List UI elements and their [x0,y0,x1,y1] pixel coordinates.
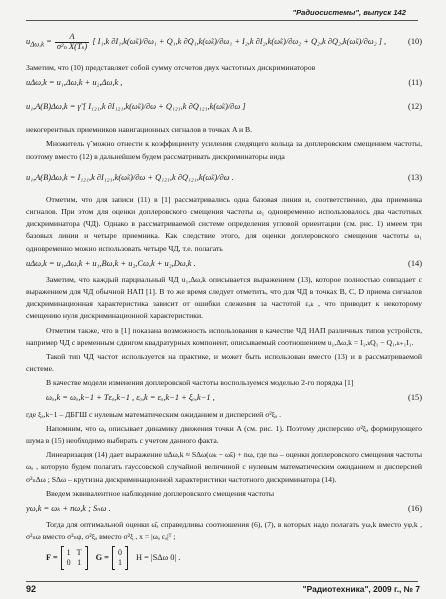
paragraph-12: Введем эквивалентное наблюдение доплеровского смещения частоты [46,488,274,498]
paragraph-1: Заметим, что (10) представляет собой сумму отсчетов двух частотных дискриминаторов [26,63,316,72]
paragraph-7: Такой тип ЧД частот используется на практике, и может быть использован вместо (13) и в рассматриваемой системе. [26,352,422,374]
page-body [26,25,422,574]
matrix-F: F = 1 T 0 1 [46,546,88,570]
header-rule [26,20,418,21]
equation-13: u₁,A(B)Δω,k = I₁₂₁,k ∂I₁₂₁,k(ω̃ₖ)/∂ω + Q₁₂₁,k ∂Q₁₂₁,k(ω̃ₖ)/∂ω . (13) [26,172,422,182]
equation-15: ωₐ,k = ωₐ,k−1 + Tεₐ,k−1 , εₐ,k = εₐ,k−1 + ξₐ,k−1 , (15) [46,393,422,403]
matrix-definitions [26,545,422,571]
matrix-H: H = |SΔω 0| . [135,553,181,563]
eq10-body: [ I₁,k ∂I₁,k(ω̃ₖ)/∂ω₁ + Q₁,k ∂Q₁,k(ω̃ₖ)/∂ω₁ + I₂,k ∂I₂,k(ω̃ₖ)/∂ω₂ + Q₂,k ∂Q₂,k(ω̃ₖ)/∂ω₂ ] , [92,36,387,46]
equation-10: $u_{\Delta\omega,k}$ = $\frac{A}{\text{σ²ₙ X(Tₛ)}}$ [ I₁,k ∂I₁,k(ω̃ₖ)/∂ω₁ + Q₁,k ∂Q₁,k(ω̃ₖ)/∂ω₁ + I₂,k ∂I₂,k(ω̃ₖ)/∂ω₂ + Q₂,k ∂Q₂,k(ω̃ₖ)/∂ω₂ ] , (10) [26,33,422,51]
paragraph-9: где ξₐ,k−1 – ДБГШ с нулевым математическим ожиданием и дисперсией σ²ξₐ . [26,409,282,419]
page-number: 92 [26,584,37,594]
paragraph-13: Тогда для оптимальной оценки ω̂ₐ справедливы соотношения (6), (7), в которых надо полагать yω,k вместо yφ,k , σ²ₙω вместо σ²ₙφ, σ²ξₐ вместо σ²ξ , x = |ωₐ εₐ|ᵀ ; [26,520,422,542]
paragraph-6: Отметим также, что в [1] показана возможность использования в качестве ЧД НАП различных типов устройств, например ЧД с временным сдвигом квадратурных компонент, описываемый соотношением u₁,Δω,k = I₁,ₖQ₁ − Q₁,ₖ₊₁I₁. [26,325,422,347]
paragraph-5: Заметим, что каждый парциальный ЧД u₁,Δω,k описывается выражением (13), которое полностью совпадает с выражением для ЧД обычной НАП [1]. В то же время следует отметить, что для ЧД в точках B, C, D приема сигналов дискриминационная характеристика зависит от ошибки слежения за частотой εₐₖ , что приводит к некоторому смещению нуля дискриминационной характеристики. [26,274,422,321]
eq10-fraction: $\frac{A}{\text{σ²ₙ X(Tₛ)}}$ [56,33,88,51]
paragraph-4: Отметим, что для записи (11) в [1] рассматривались одна базовая линия и, соответственно, два приемника сигналов. При этом для оценки доплеровского смещения частоты ω₁ одновременно использовалось два частотных дискриминатора (ЧД). Однако в рассматриваемой системе определения угловой ориентации (см. рис. 1) имеем три базовых линии и четыре приемника. Как следствие этого, для оценки доплеровского смещения частоты ω₁ одновременно можно использовать четыре ЧД, т.е. полагать [26,194,422,253]
matrix-G: G = 0 1 [96,546,128,570]
equation-12: u₁,A(B)Δω,k = γ̃ [ I₁₂₁,k ∂I₁₂₁,k(ω̃ₖ)/∂ω + Q₁₂₁,k ∂Q₁₂₁,k(ω̃ₖ)/∂ω ] (12) [26,102,422,111]
paragraph-10: Напомним, что ωₐ описывает динамику движения точки A (см. рис. 1). Поэтому дисперсию σ²ξₐ формирующего шума в (15) необходимо выбирать с учетом данного факта. [26,423,422,446]
paragraph-11: Линеаризация (14) дает выражение uΔω,k ≈ SΔω(ωₖ − ω̃ₖ) + nω, где nω – оценки доплеровского смещения частоты ωₐ , которую будем полагать гауссовской случайной величиной с нулевым математическим ожиданием и дисперсией σ²ₙΔω ; SΔω – крутизна дискриминационной характеристики частотного дискриминатора (14). [26,450,422,484]
equation-16: yω,k = ωₖ + nω,k ; Sₙω . (16) [26,503,422,513]
journal-footer: "Радиотехника", 2009 г., № 7 [302,584,420,594]
equation-14: uΔω,k = u₁,Δω,k + u₁,Bω,k + u₂,Cω,k + u₂,Dω,k . (14) [26,258,422,268]
footer-rule [26,581,418,582]
paragraph-2: некогерентных приемников навигационных сигналов в точках A и B. [26,125,253,135]
equation-11: uΔω,k = u₁,Δω,k + u₂,Δω,k , (11) [26,78,422,87]
eq10-lhs: $u_{\Delta\omega,k}$ [26,36,45,49]
eq10-number: (10) [408,36,422,46]
running-header: "Радиосистемы", выпуск 142 [292,8,406,17]
paragraph-8: В качестве модели изменения доплеровской частоты воспользуемся моделью 2-го порядка [1] [46,378,354,388]
paragraph-3: Множитель γ̃ можно отнести к коэффициенту усиления следящего кольца за доплеровским смещением частоты, поэтому вместо (12) в дальнейшем будем рассматривать дискриминаторы вида [26,139,422,161]
